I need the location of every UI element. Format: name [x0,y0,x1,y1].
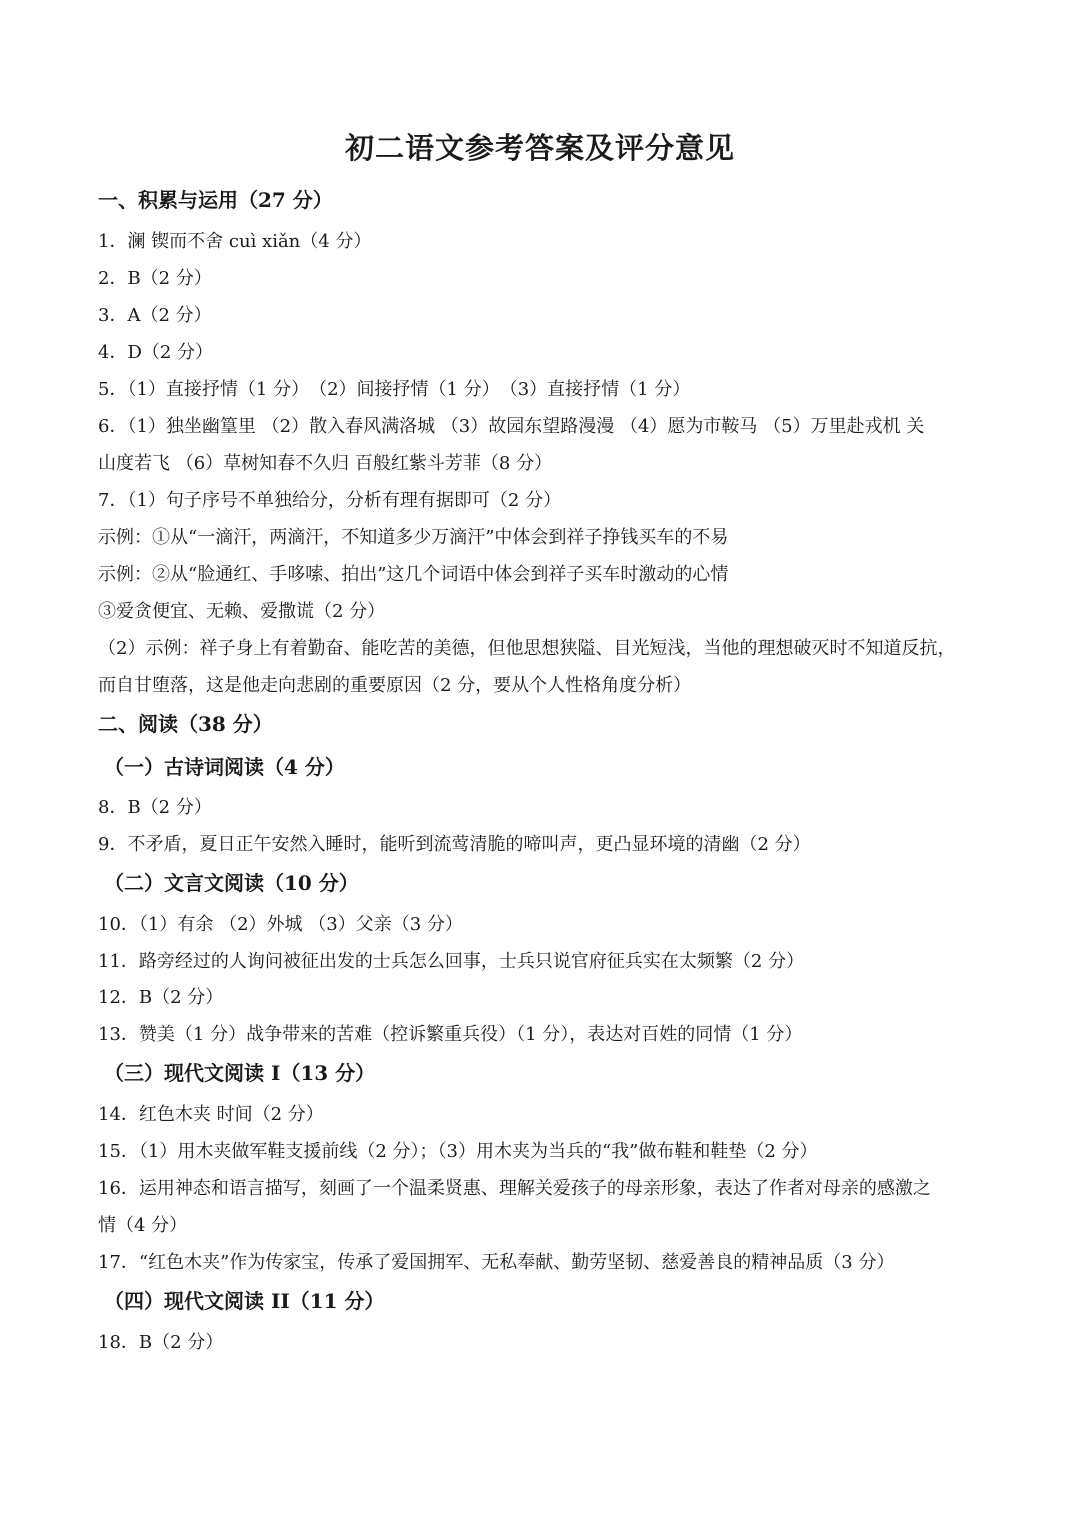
answer-line: 情（4 分） [98,1215,188,1236]
section-heading: 二、阅读（38 分） [98,712,273,736]
answer-line: 1．澜 锲而不舍 cuì xiǎn（4 分） [98,231,372,252]
answer-line: 2．B（2 分） [98,268,212,289]
page-title: 初二语文参考答案及评分意见 [344,131,735,165]
subsection-heading: （三）现代文阅读 I（13 分） [104,1061,376,1085]
answer-line: 16．运用神态和语言描写，刻画了一个温柔贤惠、理解关爱孩子的母亲形象，表达了作者对母亲的感激之 [98,1178,931,1199]
answer-line: 而自甘堕落，这是他走向悲剧的重要原因（2 分，要从个人性格角度分析） [98,675,692,696]
answer-line: 13．赞美（1 分）战争带来的苦难（控诉繁重兵役）（1 分），表达对百姓的同情（1 分） [98,1024,803,1045]
answer-line: 7．（1）句子序号不单独给分，分析有理有据即可（2 分） [98,490,562,511]
subsection-heading: （四）现代文阅读 II（11 分） [104,1289,385,1313]
answer-line: 8．B（2 分） [98,797,212,818]
answer-line: 示例：②从“脸通红、手哆嗦、拍出”这几个词语中体会到祥子买车时激动的心情 [98,564,729,585]
answer-line: 15．（1）用木夹做军鞋支援前线（2 分）；（3）用木夹为当兵的“我”做布鞋和鞋垫（2 分） [98,1141,818,1162]
answer-line: 17．“红色木夹”作为传家宝，传承了爱国拥军、无私奉献、勤劳坚韧、慈爱善良的精神品质（3 分） [98,1252,895,1273]
section-heading: 一、积累与运用（27 分） [98,188,333,212]
answer-line: ③爱贪便宜、无赖、爱撒谎（2 分） [98,601,386,622]
answer-line: 10．（1）有余 （2）外城 （3）父亲（3 分） [98,914,463,935]
answer-line: 11．路旁经过的人询问被征出发的士兵怎么回事，士兵只说官府征兵实在太频繁（2 分） [98,951,805,972]
answer-line: 示例：①从“一滴汗，两滴汗，不知道多少万滴汗”中体会到祥子挣钱买车的不易 [98,527,729,548]
answer-line: 4．D（2 分） [98,342,214,363]
answer-line: （2）示例：祥子身上有着勤奋、能吃苦的美德，但他思想狭隘、目光短浅，当他的理想破灭时不知道反抗， [98,638,956,659]
answer-line: 18．B（2 分） [98,1332,224,1353]
answer-line: 12．B（2 分） [98,987,224,1008]
subsection-heading: （二）文言文阅读（10 分） [104,871,359,895]
answer-line: 3．A（2 分） [98,305,212,326]
subsection-heading: （一）古诗词阅读（4 分） [104,755,345,779]
answer-line: 山度若飞 （6）草树知春不久归 百般红紫斗芳菲（8 分） [98,453,553,474]
answer-line: 5．（1）直接抒情（1 分） （2）间接抒情（1 分） （3）直接抒情（1 分） [98,379,691,400]
answer-line: 6．（1）独坐幽篁里 （2）散入春风满洛城 （3）故园东望路漫漫 （4）愿为市鞍马 （5）万里赴戎机 关 [98,416,925,437]
answer-line: 9．不矛盾，夏日正午安然入睡时，能听到流莺清脆的啼叫声，更凸显环境的清幽（2 分） [98,834,811,855]
answer-line: 14．红色木夹 时间（2 分） [98,1104,324,1125]
